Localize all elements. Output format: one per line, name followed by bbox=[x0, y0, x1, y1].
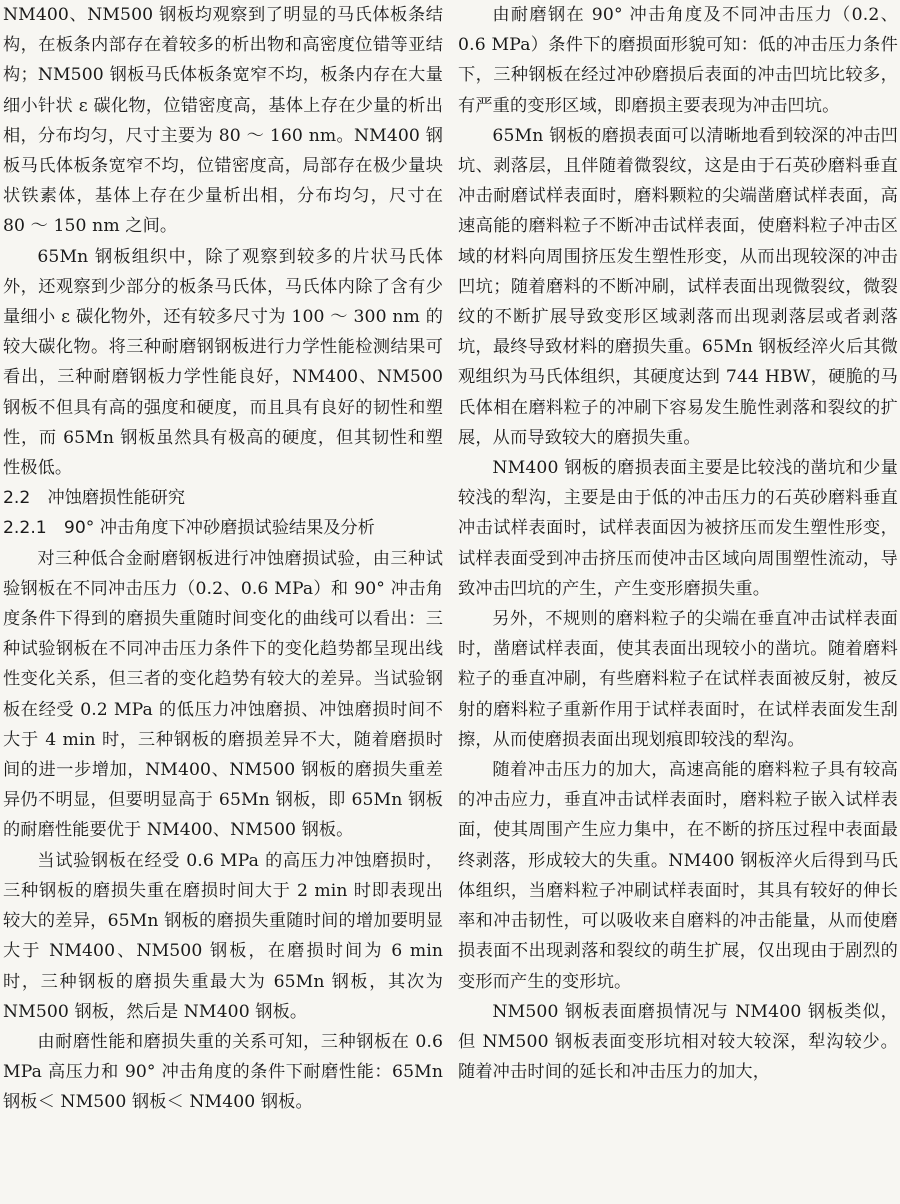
paragraph: 由耐磨钢在 90° 冲击角度及不同冲击压力（0.2、0.6 MPa）条件下的磨损面形貌可知：低的冲击压力条件下，三种钢板在经过冲砂磨损后表面的冲击凹坑比较多，有严重的变形区域，即磨损主要表现为冲击凹坑。 bbox=[458, 5, 898, 116]
subsection-heading: 2.2.1 90° 冲击角度下冲砂磨损试验结果及分析 bbox=[3, 518, 375, 539]
paragraph: 65Mn 钢板组织中，除了观察到较多的片状马氏体外，还观察到少部分的板条马氏体，马氏体内除了含有少量细小 ε 碳化物外，还有较多尺寸为 100 ～ 300 nm 的较大碳化物。将三种耐磨钢钢板进行力学性能检测结果可看出，三种耐磨钢板力学性能良好，NM400、NM500 钢板不但具有高的强度和硬度，而且具有良好的韧性和塑性，而 65Mn 钢板虽然具有极高的硬度，但其韧性和塑性极低。 bbox=[3, 246, 443, 479]
left-column bbox=[3, 0, 443, 1204]
paragraph: NM500 钢板表面磨损情况与 NM400 钢板类似，但 NM500 钢板表面变形坑相对较大较深，犁沟较少。随着冲击时间的延长和冲击压力的加大， bbox=[458, 1001, 898, 1083]
paragraph: 对三种低合金耐磨钢板进行冲蚀磨损试验，由三种试验钢板在不同冲击压力（0.2、0.6 MPa）和 90° 冲击角度条件下得到的磨损失重随时间变化的曲线可以看出：三种试验钢板在不同冲击压力条件下的变化趋势都呈现出线性变化关系，但三者的变化趋势有较大的差异。当试验钢板在经受 0.2 MPa 的低压力冲蚀磨损、冲蚀磨损时间不大于 4 min 时，三种钢板的磨损差异不大，随着磨损时间的进一步增加，NM400、NM500 钢板的磨损失重差异仍不明显，但要明显高于 65Mn 钢板，即 65Mn 钢板的耐磨性能要优于 NM400、NM500 钢板。 bbox=[3, 548, 443, 841]
section-heading: 2.2 冲蚀磨损性能研究 bbox=[3, 488, 186, 509]
paragraph: NM400、NM500 钢板均观察到了明显的马氏体板条结构，在板条内部存在着较多的析出物和高密度位错等亚结构；NM500 钢板马氏体板条宽窄不均，板条内存在大量细小针状 ε 碳化物，位错密度高，基体上存在少量的析出相，分布均匀，尺寸主要为 80 ～ 160 nm。NM400 钢板马氏体板条宽窄不均，位错密度高，局部存在极少量块状铁素体，基体上存在少量析出相，分布均匀，尺寸在 80 ～ 150 nm 之间。 bbox=[3, 5, 443, 237]
paragraph: 随着冲击压力的加大，高速高能的磨料粒子具有较高的冲击应力，垂直冲击试样表面时，磨料粒子嵌入试样表面，使其周围产生应力集中，在不断的挤压过程中表面最终剥落，形成较大的失重。NM400 钢板淬火后得到马氏体组织，当磨料粒子冲刷试样表面时，其具有较好的伸长率和冲击韧性，可以吸收来自磨料的冲击能量，从而使磨损表面不出现剥落和裂纹的萌生扩展，仅出现由于剧烈的变形而产生的变形坑。 bbox=[458, 760, 898, 992]
paragraph: NM400 钢板的磨损表面主要是比较浅的凿坑和少量较浅的犁沟，主要是由于低的冲击压力的石英砂磨料垂直冲击试样表面时，试样表面因为被挤压而发生塑性形变，试样表面受到冲击挤压而使冲击区域向周围塑性流动，导致冲击凹坑的产生，产生变形磨损失重。 bbox=[458, 458, 898, 599]
paragraph: 当试验钢板在经受 0.6 MPa 的高压力冲蚀磨损时，三种钢板的磨损失重在磨损时间大于 2 min 时即表现出较大的差异，65Mn 钢板的磨损失重随时间的增加要明显大于 NM400、NM500 钢板，在磨损时间为 6 min 时，三种钢板的磨损失重最大为 65Mn 钢板，其次为 NM500 钢板，然后是 NM400 钢板。 bbox=[3, 850, 443, 1022]
paragraph: 由耐磨性能和磨损失重的关系可知，三种钢板在 0.6 MPa 高压力和 90° 冲击角度的条件下耐磨性能：65Mn 钢板＜ NM500 钢板＜ NM400 钢板。 bbox=[3, 1031, 443, 1113]
paragraph: 65Mn 钢板的磨损表面可以清晰地看到较深的冲击凹坑、剥落层，且伴随着微裂纹，这是由于石英砂磨料垂直冲击耐磨试样表面时，磨料颗粒的尖端凿磨试样表面，高速高能的磨料粒子不断冲击试样表面，使磨料粒子冲击区域的材料向周围挤压发生塑性形变，从而出现较深的冲击凹坑；随着磨料的不断冲刷，试样表面出现微裂纹，微裂纹的不断扩展导致变形区域剥落而出现剥落层或者剥落坑，最终导致材料的磨损失重。65Mn 钢板经淬火后其微观组织为马氏体组织，其硬度达到 744 HBW，硬脆的马氏体相在磨料粒子的冲刷下容易发生脆性剥落和裂纹的扩展，从而导致较大的磨损失重。 bbox=[458, 125, 898, 448]
right-column bbox=[458, 0, 898, 1204]
paragraph: 另外，不规则的磨料粒子的尖端在垂直冲击试样表面时，凿磨试样表面，使其表面出现较小的凿坑。随着磨料粒子的垂直冲刷，有些磨料粒子在试样表面被反射，被反射的磨料粒子重新作用于试样表面时，在试样表面发生刮擦，从而使磨损表面出现划痕即较浅的犁沟。 bbox=[458, 609, 898, 750]
